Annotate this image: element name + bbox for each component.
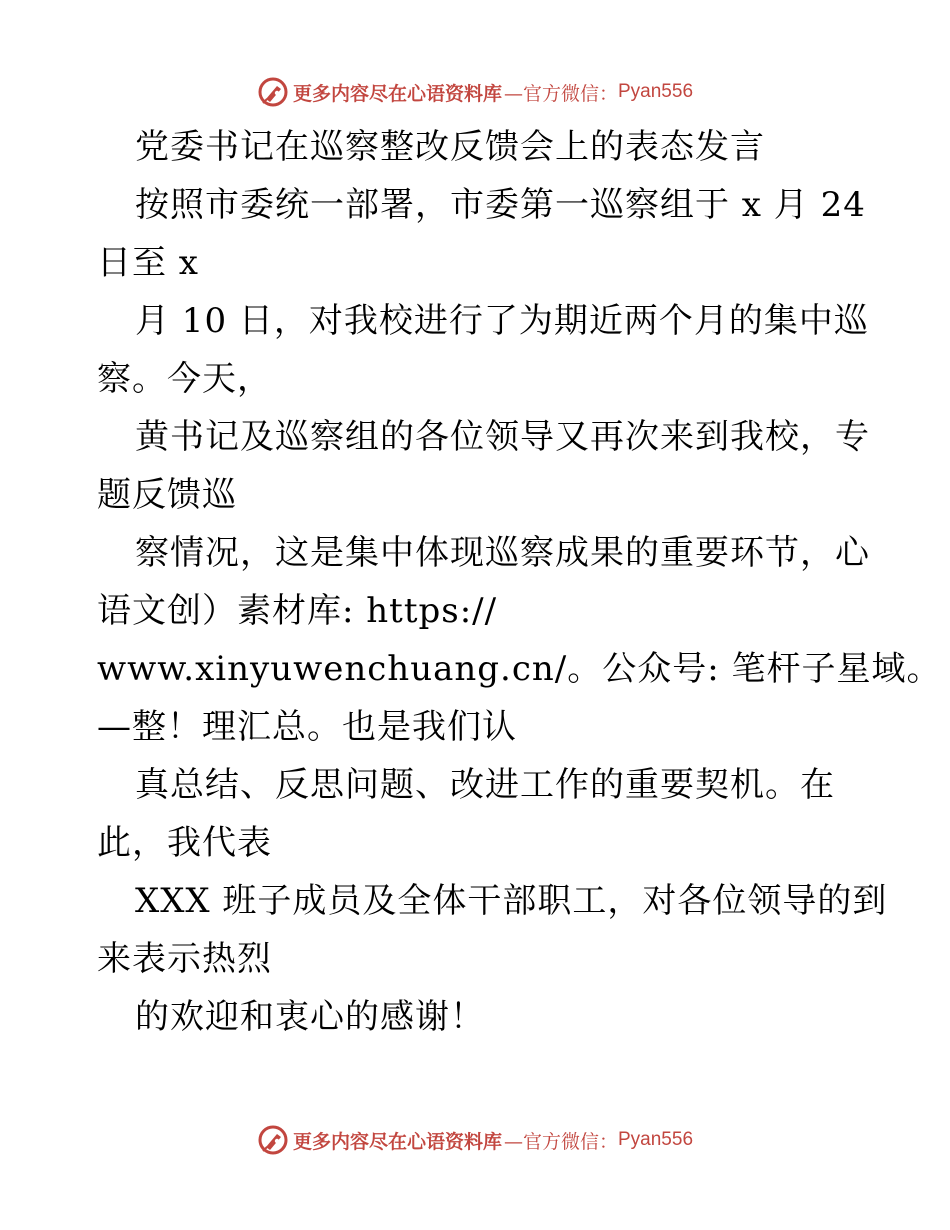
banner-sub-text: —官方微信：	[503, 1130, 618, 1153]
body-line: 察。今天，	[97, 359, 272, 399]
body-line: 来表示热烈	[97, 939, 272, 979]
banner-main-text: 更多内容尽在心语资料库	[292, 1130, 502, 1153]
body-line: 黄书记及巡察组的各位领导又再次来到我校，专	[135, 417, 870, 457]
footer-banner	[0, 1120, 950, 1160]
pen-nib-logo-icon	[257, 76, 289, 108]
banner-sub-text: —官方微信：	[503, 82, 618, 105]
header-banner	[0, 72, 950, 112]
pen-nib-logo-icon	[257, 1124, 289, 1156]
body-line: XXX 班子成员及全体干部职工，对各位领导的到	[135, 881, 888, 921]
banner-main-text: 更多内容尽在心语资料库	[292, 82, 502, 105]
body-line: 语文创）素材库: https://	[97, 591, 498, 631]
body-line: 题反馈巡	[97, 475, 237, 515]
banner-wechat-id: Pyan556	[618, 81, 694, 102]
body-line: www.xinyuwenchuang.cn/。公众号: 笔杆子星域。	[97, 649, 942, 689]
body-line: 此，我代表	[97, 823, 272, 863]
body-line: 察情况，这是集中体现巡察成果的重要环节，心	[135, 533, 870, 573]
banner-wechat-id: Pyan556	[618, 1129, 694, 1150]
body-line: 的欢迎和衷心的感谢！	[135, 997, 485, 1037]
body-line: 月 10 日，对我校进行了为期近两个月的集中巡	[135, 301, 869, 341]
body-line: 日至 x	[97, 243, 199, 283]
body-line: 按照市委统一部署，市委第一巡察组于 x 月 24	[135, 185, 866, 225]
body-line: —整！理汇总。也是我们认	[97, 707, 517, 747]
document-title: 党委书记在巡察整改反馈会上的表态发言	[135, 127, 765, 167]
body-line: 真总结、反思问题、改进工作的重要契机。在	[135, 765, 835, 805]
